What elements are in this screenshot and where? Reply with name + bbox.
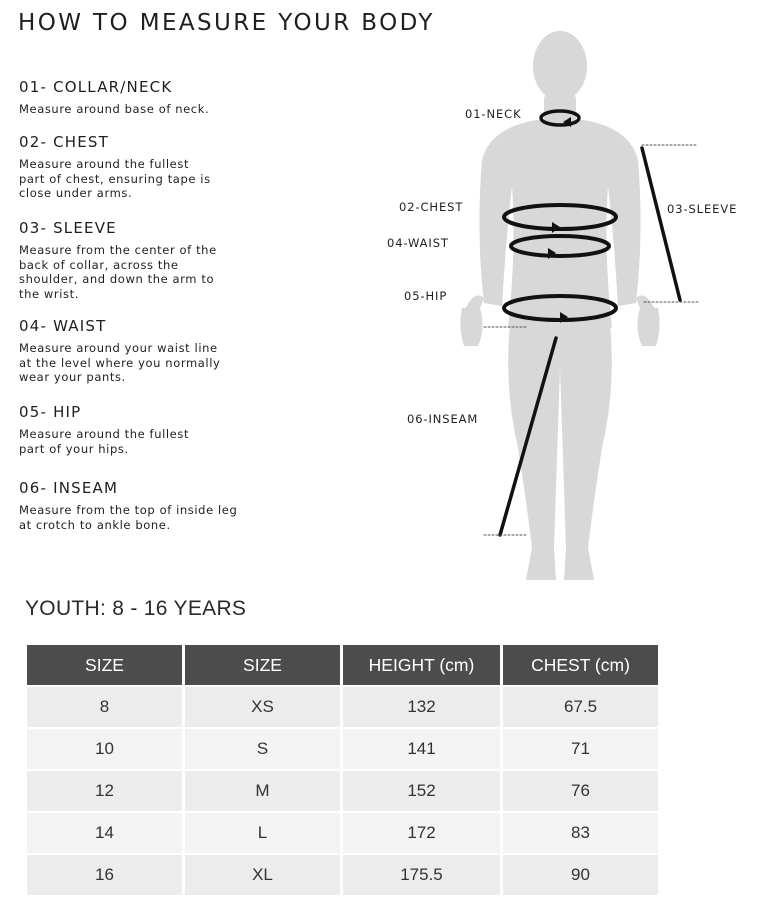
- column-header: HEIGHT (cm): [343, 645, 500, 685]
- step-collar-neck: [19, 78, 259, 117]
- column-header: CHEST (cm): [503, 645, 658, 685]
- sleeve-label: 03-SLEEVE: [667, 202, 738, 216]
- table-cell: 16: [27, 855, 182, 895]
- table-row: [27, 771, 658, 811]
- body-figure-illustration: [380, 28, 757, 584]
- table-cell: 8: [27, 687, 182, 727]
- table-cell: XL: [185, 855, 340, 895]
- step-waist: [19, 317, 259, 385]
- chest-label: 02-CHEST: [399, 200, 464, 214]
- step-title: 06- INSEAM: [19, 479, 119, 497]
- step-description: Measure around your waist line at the level where you normally wear your pants.: [19, 341, 221, 384]
- table-cell: M: [185, 771, 340, 811]
- sleeve-line: [642, 148, 680, 300]
- step-title: 01- COLLAR/NECK: [19, 78, 173, 96]
- table-cell: 67.5: [503, 687, 658, 727]
- table-cell: 152: [343, 771, 500, 811]
- step-description: Measure around the fullest part of your hips.: [19, 427, 190, 456]
- step-hip: [19, 403, 259, 456]
- table-row: [27, 729, 658, 769]
- inseam-label: 06-INSEAM: [407, 412, 479, 426]
- step-description: Measure around base of neck.: [19, 102, 210, 116]
- table-cell: 12: [27, 771, 182, 811]
- table-cell: 83: [503, 813, 658, 853]
- step-sleeve: [19, 219, 259, 301]
- column-header: SIZE: [27, 645, 182, 685]
- table-row: [27, 813, 658, 853]
- table-cell: 172: [343, 813, 500, 853]
- column-header: SIZE: [185, 645, 340, 685]
- table-cell: 90: [503, 855, 658, 895]
- step-title: 02- CHEST: [19, 133, 109, 151]
- hip-label: 05-HIP: [404, 289, 448, 303]
- table-cell: XS: [185, 687, 340, 727]
- table-cell: 132: [343, 687, 500, 727]
- neck-label: 01-NECK: [465, 107, 522, 121]
- table-cell: 141: [343, 729, 500, 769]
- table-row: [27, 687, 658, 727]
- table-cell: 175.5: [343, 855, 500, 895]
- step-description: Measure from the center of the back of collar, across the shoulder, and down the arm to the wrist.: [19, 243, 217, 301]
- step-chest: [19, 133, 259, 201]
- step-title: 05- HIP: [19, 403, 82, 421]
- table-cell: 71: [503, 729, 658, 769]
- step-title: 03- SLEEVE: [19, 219, 117, 237]
- youth-size-table: [24, 643, 661, 897]
- body-measure-diagram: [380, 28, 757, 584]
- waist-label: 04-WAIST: [387, 236, 449, 250]
- step-description: Measure around the fullest part of chest, ensuring tape is close under arms.: [19, 157, 211, 200]
- table-cell: L: [185, 813, 340, 853]
- page-title: HOW TO MEASURE YOUR BODY: [18, 10, 435, 36]
- table-cell: 14: [27, 813, 182, 853]
- youth-size-title: YOUTH: 8 - 16 YEARS: [25, 597, 247, 620]
- step-title: 04- WAIST: [19, 317, 107, 335]
- table-cell: S: [185, 729, 340, 769]
- step-description: Measure from the top of inside leg at crotch to ankle bone.: [19, 503, 238, 532]
- step-inseam: [19, 479, 259, 532]
- table-cell: 10: [27, 729, 182, 769]
- table-header-row: [27, 645, 658, 685]
- table-cell: 76: [503, 771, 658, 811]
- table-row: [27, 855, 658, 895]
